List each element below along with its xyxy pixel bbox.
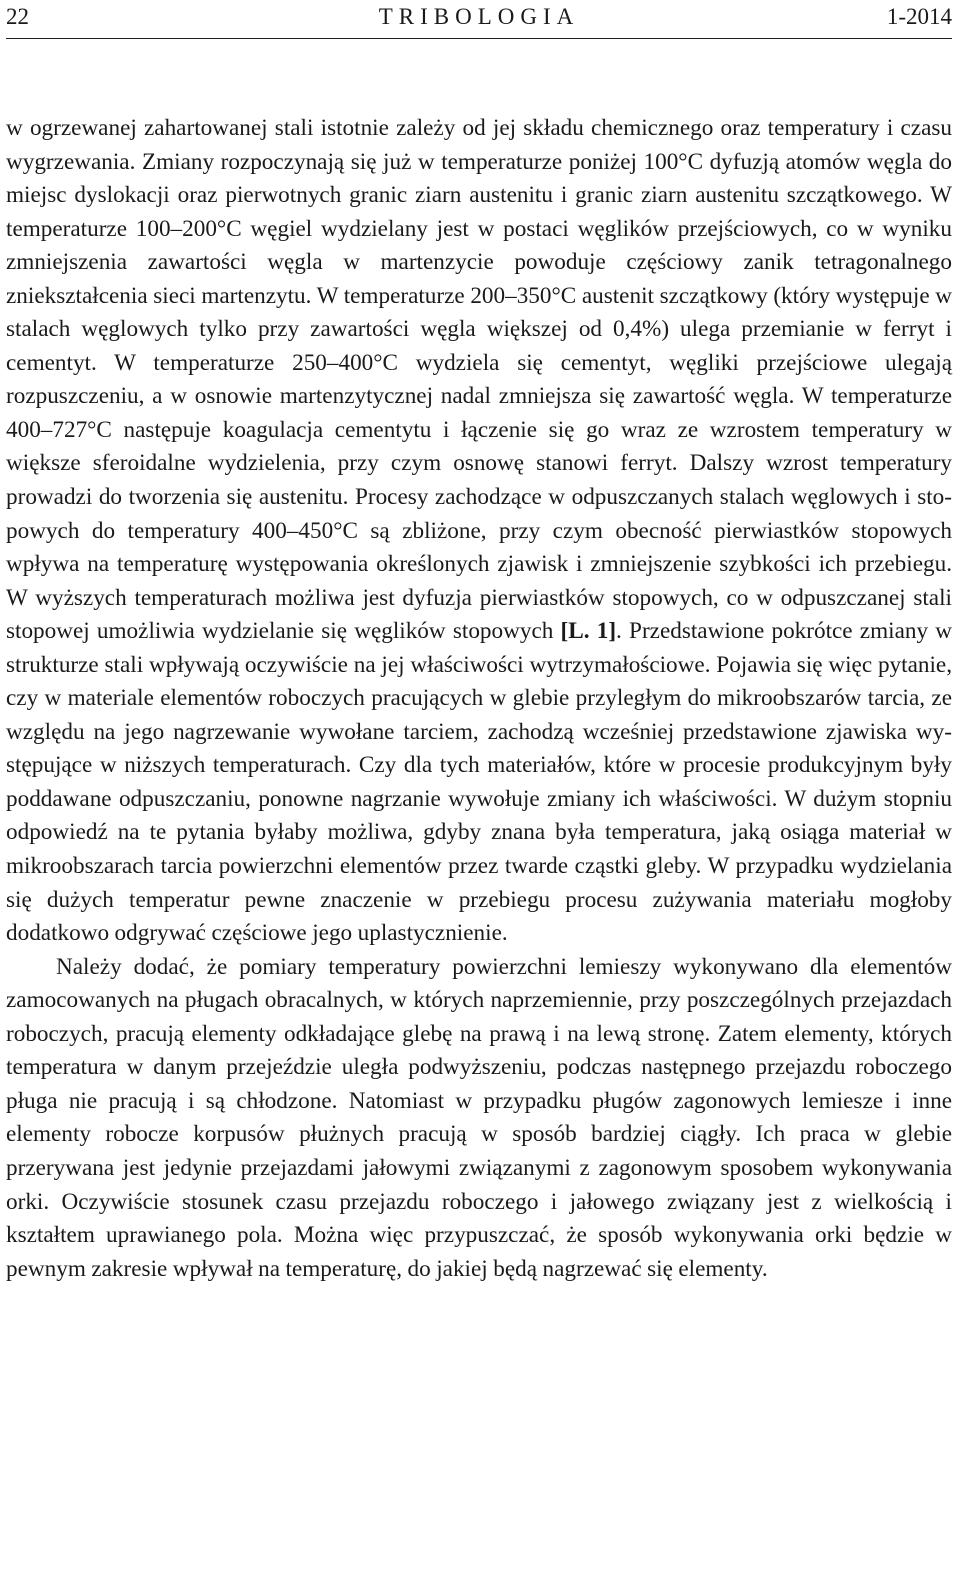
running-header (6, 0, 952, 33)
paragraph-1 (6, 112, 952, 951)
body-text (6, 112, 952, 1286)
page-number: 22 (6, 4, 29, 29)
issue-number: 1-2014 (886, 4, 952, 29)
paragraph-1-text-b: . Przedstawione pokrótce zmiany w strukturze stali wpływają oczywiście na jej właściwości wytrzymałościowe. Pojawia się więc pytanie, czy w materiale elementów roboczych pracujących w glebie przyległym do mikroobszarów tarcia, ze względu na jego nagrzewanie wywołane tarciem, zachodzą wcześniej przedstawione zjawiska występujące w niższych temperaturach. Czy dla tych materiałów, które w procesie produkcyjnym były poddawane odpuszczaniu, ponowne nagrzanie wywołuje zmiany ich właściwości. W dużym stopniu odpowiedź na te pytania byłaby możliwa, gdyby znana była temperatura, jaką osiąga materiał w mikroobszarach tarcia powierzchni elementów przez twarde cząstki gleby. W przypadku wydzielania się dużych temperatur pewne znaczenie w przebiegu procesu zużywania materiału mogłoby dodatkowo odgrywać częściowe jego uplastycznienie. (6, 618, 952, 947)
header-rule (6, 38, 952, 39)
paragraph-2: Należy dodać, że pomiary temperatury powierzchni lemieszy wykonywano dla elementów zamocowanych na pługach obracalnych, w których naprzemiennie, przy poszczególnych przejazdach roboczych, pracują elementy odkładające glebę na prawą i na lewą stronę. Zatem elementy, których temperatura w danym przejeździe uległa podwyższeniu, podczas następnego przejazdu roboczego pługa nie pracują i są chłodzone. Natomiast w przypadku pługów zagonowych lemiesze i inne elementy robocze korpusów płużnych pracują w sposób bardziej ciągły. Ich praca w glebie przerywana jest jedynie przejazdami jałowymi związanymi z zagonowym sposobem wykonywania orki. Oczywiście stosunek czasu przejazdu roboczego i jałowego związany jest z wielkością i kształtem uprawianego pola. Można więc przypuszczać, że sposób wykonywania orki będzie w pewnym zakresie wpływał na temperaturę, do jakiej będą nagrzewać się elementy. (6, 953, 952, 1282)
paragraph-1-text-a: w ogrzewanej zahartowanej stali istotnie zależy od jej składu chemicznego oraz temperatury i czasu wygrzewania. Zmiany rozpoczynają się już w temperaturze poniżej 100°C dyfuzją atomów węgla do miejsc dyslokacji oraz pierwotnych granic ziarn austenitu i granic ziarn austenitu szczątkowego. W temperaturze 100–200°C węgiel wydzielany jest w postaci węglików przejściowych, co w wyniku zmniejszenia zawartości węgla w martenzycie powoduje częściowy zanik tetragonalnego zniekształcenia sieci martenzytu. W temperaturze 200–350°C austenit szczątkowy (który występuje w stalach węglowych tylko przy zawartości węgla większej od 0,4%) ulega przemianie w ferryt i cementyt. W temperaturze 250–400°C wydziela się cementyt, węgliki przejściowe ulegają rozpuszczeniu, a w osnowie martenzytycznej nadal zmniejsza się zawartość węgla. W temperaturze 400–727°C następuje koagulacja cementytu i łączenie się go wraz ze wzrostem temperatury w większe sferoidalne wydzielenia, przy czym osnowę stanowi ferryt. Dalszy wzrost temperatury prowadzi do tworzenia się austenitu. Procesy zachodzące w odpuszczanych stalach węglowych i stopowych do temperatury 400–450°C są zbliżone, przy czym obecność pierwiastków stopowych wpływa na temperaturę występowania określonych zjawisk i zmniejszenie szybkości ich przebiegu. W wyższych temperaturach możliwa jest dyfuzja pierwiastków stopowych, co w odpuszczanej stali stopowej umożliwia wydzielanie się węglików stopowych (6, 115, 952, 645)
journal-title: TRIBOLOGIA (378, 4, 580, 29)
citation-reference[interactable]: [L. 1] (560, 618, 617, 645)
document-page (6, 0, 952, 1282)
